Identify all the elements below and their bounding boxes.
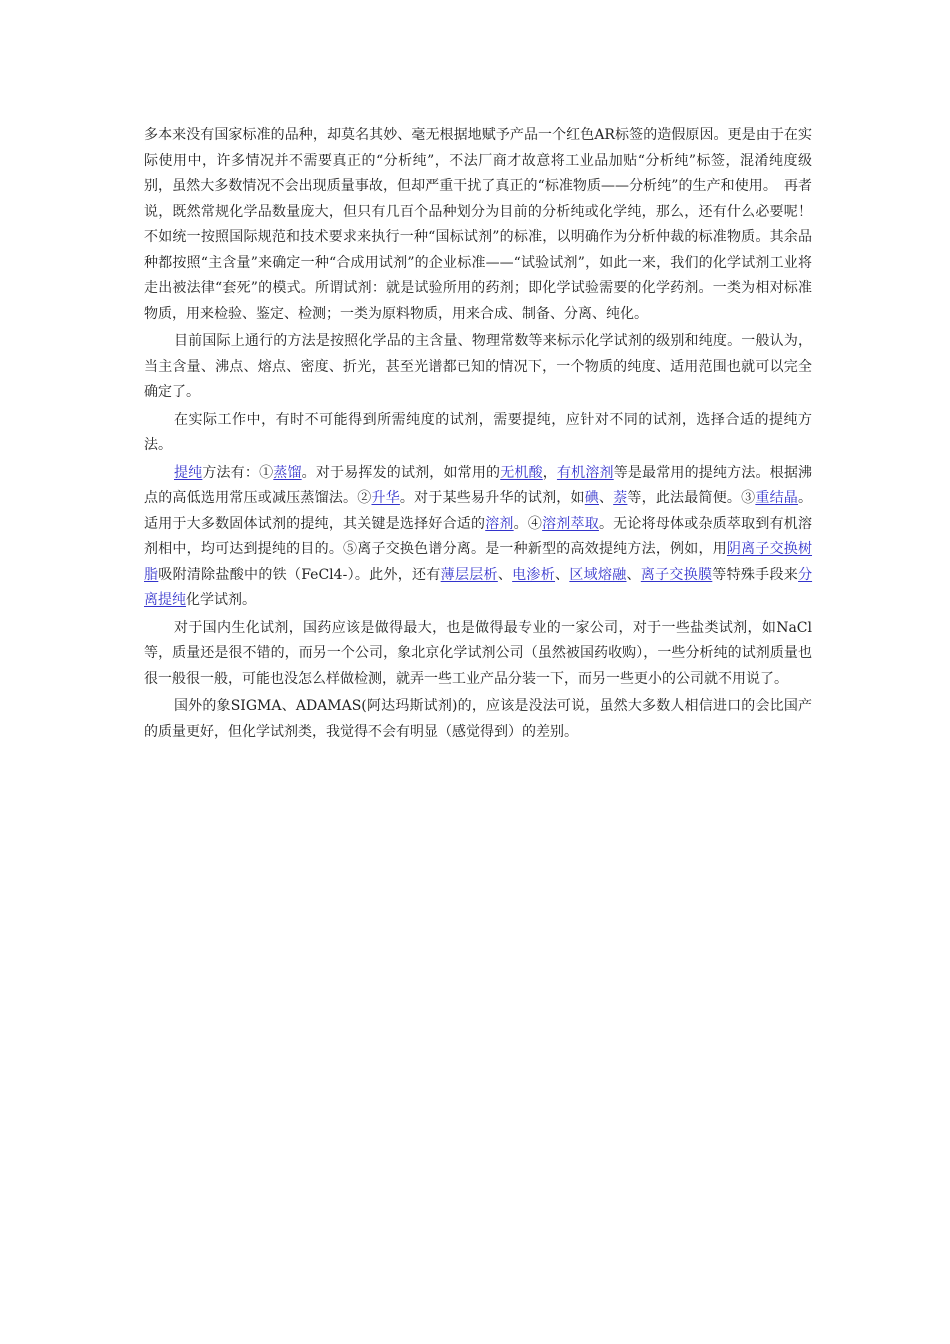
paragraph	[144, 616, 812, 693]
paragraph-text: 。对于某些易升华的试剂，如	[399, 490, 585, 506]
text-link[interactable]: 分离提纯	[144, 566, 813, 608]
paragraph-text: 。适用于大多数固体试剂的提纯，其关键是选择好合适的	[144, 490, 813, 532]
paragraph-text: 。无论将母体或杂质萃取到有机溶剂相中，均可达到提纯的目的。⑤离子交换色谱分离。是一种新型的高效提纯方法，例如，用	[144, 515, 813, 557]
paragraph-text: 在实际工作中，有时不可能得到所需纯度的试剂，需要提纯，应针对不同的试剂，选择合适的提纯方法。	[144, 411, 812, 453]
paragraph	[144, 329, 812, 406]
paragraph-text: ，	[542, 464, 557, 481]
paragraph-text: 等是最常用的提纯方法。根据沸点的高低选用常压或减压蒸馏法。②	[144, 464, 813, 506]
paragraph-text: 方法有：①	[202, 464, 274, 481]
text-link[interactable]: 无机酸	[500, 464, 543, 481]
text-link[interactable]: 阴离子交换树脂	[144, 541, 813, 583]
text-link[interactable]: 溶剂萃取	[542, 515, 599, 532]
paragraph-text: 等，此法最简便。③	[627, 490, 756, 506]
paragraph-text: 吸附清除盐酸中的铁（FeCl4-）。此外，还有	[158, 566, 441, 583]
paragraph-text: 国外的象SIGMA、ADAMAS(阿达玛斯试剂)的，应该是没法可说，虽然大多数人相信进口的会比国产的质量更好，但化学试剂类，我觉得不会有明显（感觉得到）的差别。	[144, 698, 812, 740]
text-link[interactable]: 区域熔融	[569, 566, 627, 583]
paragraph-text: 多本来没有国家标准的品种，却莫名其妙、毫无根据地赋予产品一个红色AR标签的造假原因。更是由于在实际使用中，许多情况并不需要真正的“分析纯”，不法厂商才故意将工业品加贴“分析纯”标签，混淆纯度级别，虽然大多数情况不会出现质量事故，但却严重干扰了真正的“标准物质——分析纯”的生产和使用。 再者说，既然常规化学品数量庞大，但只有几百个品种划分为目前的分析纯或化学纯，那么，还有什么必要呢！不如统一按照国际规范和技术要求来执行一种“国标试剂”的标准，以明确作为分析仲裁的标准物质。其余品种都按照“主含量”来确定一种“合成用试剂”的企业标准——“试验试剂”，如此一来，我们的化学试剂工业将走出被法律“套死”的模式。所谓试剂：就是试验所用的药剂；即化学试验需要的化学药剂。一类为相对标准物质，用来检验、鉴定、检测；一类为原料物质，用来合成、制备、分离、纯化。	[144, 127, 812, 322]
paragraph-text: 。对于易挥发的试剂，如常用的	[301, 464, 501, 481]
text-link[interactable]: 升华	[371, 490, 400, 506]
paragraph	[144, 123, 812, 327]
paragraph-text: 、	[626, 566, 641, 583]
paragraph	[144, 408, 812, 459]
paragraph-text: 目前国际上通行的方法是按照化学品的主含量、物理常数等来标示化学试剂的级别和纯度。一般认为，当主含量、沸点、熔点、密度、折光，甚至光谱都已知的情况下，一个物质的纯度、适用范围也就可以完全确定了。	[144, 333, 812, 400]
text-link[interactable]: 重结晶	[755, 490, 799, 506]
text-link[interactable]: 薄层层析	[440, 566, 498, 583]
text-link[interactable]: 电渗析	[512, 566, 556, 583]
paragraph-text: 化学试剂。	[186, 592, 256, 608]
paragraph-text: 、	[598, 490, 614, 506]
paragraph	[144, 694, 812, 745]
paragraph-text: 等特殊手段来	[712, 566, 799, 583]
paragraph-text: 、	[555, 566, 570, 583]
text-link[interactable]: 提纯	[174, 464, 203, 481]
text-link[interactable]: 离子交换膜	[640, 566, 713, 583]
text-link[interactable]: 溶剂	[485, 515, 514, 532]
paragraph-text: 、	[497, 566, 513, 583]
text-link[interactable]: 有机溶剂	[556, 464, 614, 481]
text-link[interactable]: 碘	[584, 490, 599, 506]
text-link[interactable]: 蒸馏	[273, 464, 302, 481]
text-link[interactable]: 萘	[613, 490, 628, 506]
paragraph-text: 。④	[513, 515, 543, 532]
document-body	[144, 123, 812, 747]
paragraph-text: 对于国内生化试剂，国药应该是做得最大，也是做得最专业的一家公司，对于一些盐类试剂，如NaCl等，质量还是很不错的，而另一个公司，象北京化学试剂公司（虽然被国药收购），一些分析纯的试剂质量也很一般很一般，可能也没怎么样做检测，就弄一些工业产品分装一下，而另一些更小的公司就不用说了。	[144, 619, 812, 687]
paragraph	[144, 461, 812, 614]
